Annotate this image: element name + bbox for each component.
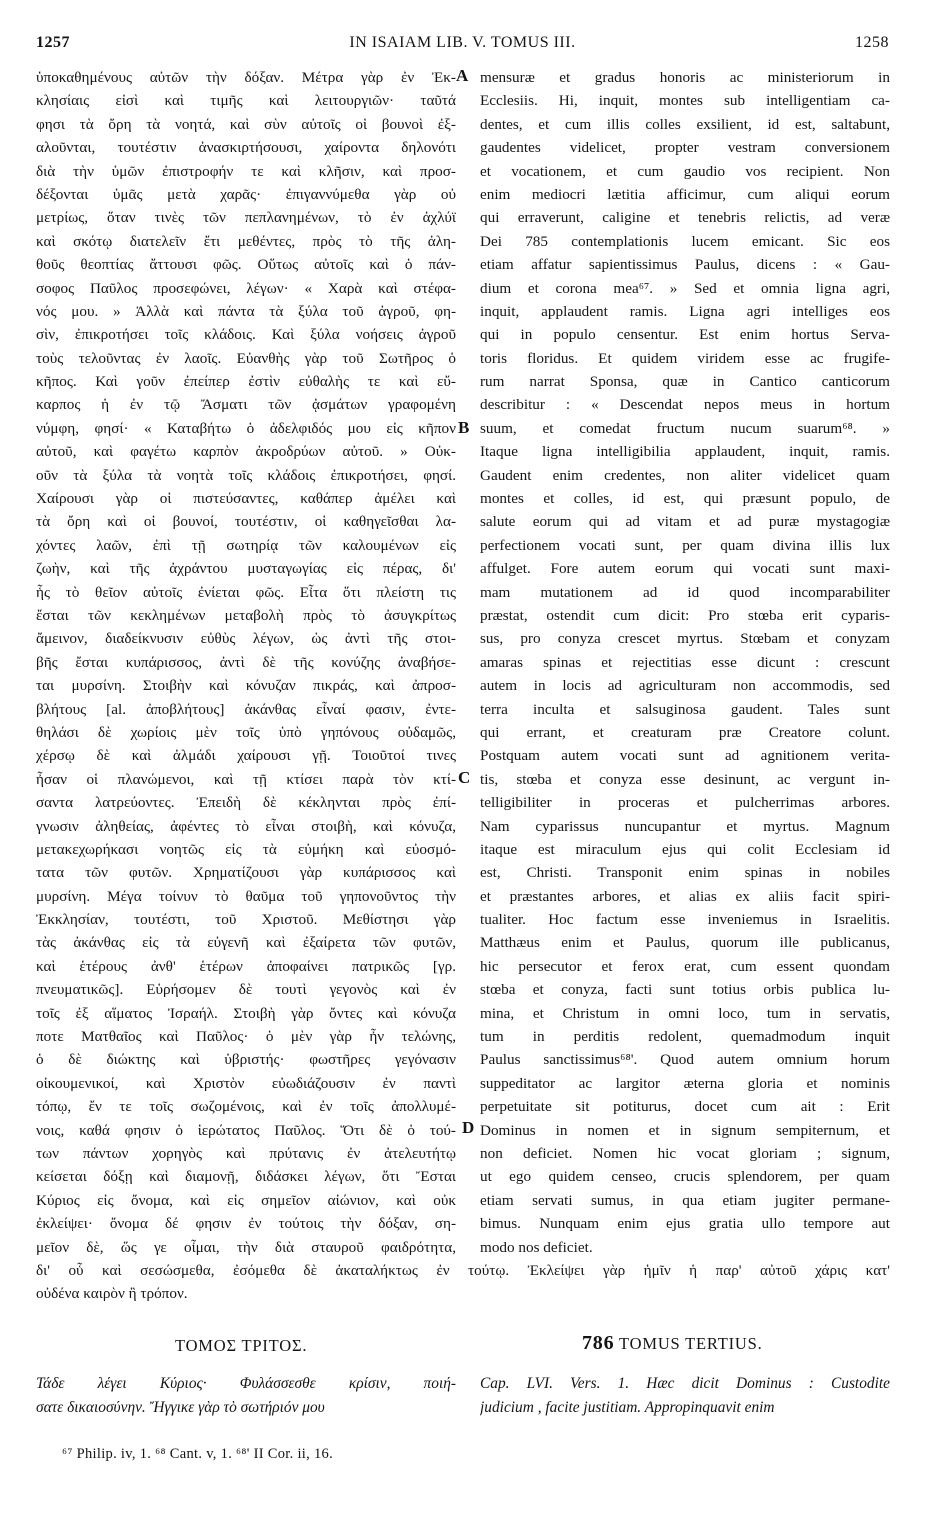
text-line: Dei 785 contemplationis lucem emicant. Sic eos — [480, 232, 890, 250]
text-line: καὶ σκότῳ διατελεῖν ἔτι μεθέντες, πρὸς τὸ τῆς ἀλη- — [36, 232, 456, 250]
text-line: νός μου. » Ἀλλὰ καὶ πάντα τὰ ξύλα τοῦ ἀγροῦ, φη- — [36, 302, 456, 320]
text-line: tis, stœba et conyza esse desinunt, ac vergunt in- — [480, 770, 890, 788]
text-line: μεῖον δὲ, ὥς γε οἶμαι, τὴν διὰ σταυροῦ φαιδρότητα, — [36, 1238, 456, 1256]
text-line: χόντες λαῶν, ἐπὶ τῇ σωτηρίᾳ τῶν καλουμένων εἰς — [36, 536, 456, 554]
text-line: Matthæus enim et Paulus, quorum ille publicanus, — [480, 934, 890, 952]
text-line: etiam affatur sapientissimus Paulus, dicens : « Gau- — [480, 256, 890, 274]
text-line: σοφος Παῦλος προσεφώνει, λέγων· « Χαρὰ καὶ στέφα- — [36, 279, 456, 297]
text-line: tualiter. Hoc factum esse inveniemus in Israelitis. — [480, 911, 890, 929]
text-line: σαντα λατρεύοντες. Ἐπειδὴ δὲ κέκληνται πρὸς ἐπί- — [36, 794, 456, 812]
margin-marker-a: A — [456, 66, 469, 85]
text-line: ποτε Ματθαῖος καὶ Παῦλος· ὁ μὲν γὰρ ἦν τελώνης, — [36, 1028, 456, 1046]
text-line: salute eorum qui ad vitam et ad puræ mystagogiæ — [480, 513, 890, 531]
text-line: Κύριος εἰς ὄνομα, καὶ εἰς σημεῖον αἰώνιον, καὶ οὐκ — [36, 1191, 456, 1209]
text-line: Postquam autem vocati sunt ad agnitionem verita- — [480, 747, 890, 765]
text-line: præstat, ostendit cum dicit: Pro stœba erit cyparis- — [480, 606, 890, 624]
text-line: χέρσῳ δὲ καὶ ἀλμάδι χαίρουσι γῇ. Τοιοῦτοί τινες — [36, 747, 456, 765]
text-line: autem in locis ad agriculturam non accommodis, sed — [480, 677, 890, 695]
text-line: νοις, καθά φησιν ὁ ἱερώτατος Παῦλος. Ὅτι δὲ ὁ τού- — [36, 1121, 456, 1139]
text-line: terra inculta et salsuginosa gaudent. Tales sunt — [480, 700, 890, 718]
text-line: qui in populo censentur. Est enim hortus Serva- — [480, 326, 890, 344]
text-line: Gaudent enim credentes, non aliter videlicet quam — [480, 466, 890, 484]
footnotes: ⁶⁷ Philip. iv, 1. ⁶⁸ Cant. v, 1. ⁶⁸' II Cor. ii, 16. — [62, 1446, 334, 1462]
text-line: Ἐκκλησίαν, τουτέστι, τοῦ Χριστοῦ. Μεθίστησι γὰρ — [36, 911, 456, 929]
text-line: ἐκλείψει· ὄνομα δέ φησιν ἐν τούτοις τὴν δόξαν, ση- — [36, 1215, 456, 1233]
text-line: ἦσαν οἱ πλανώμενοι, καὶ τῇ κτίσει παρὰ τὸν κτί- — [36, 770, 456, 788]
text-line: inquit, applaudent ramis. Ligna agri intelliges eos — [480, 302, 890, 320]
text-line: Ecclesiis. Hi, inquit, montes sub intelligentiam ca- — [480, 92, 890, 110]
text-line: hic persecutor et ferox erat, cum essent quondam — [480, 957, 890, 975]
text-line: toris floridus. Et quidem viridem esse ac frugife- — [480, 349, 890, 367]
text-line: μυρσίνη. Μέγα τοίνυν τὸ θαῦμα τοῦ γηπονοῦντος τὴν — [36, 887, 456, 905]
text-line: Dominus in nomen et in signum sempiternum, et — [480, 1121, 890, 1139]
text-line: σατε δικαιοσύνην. Ἤγγικε γὰρ τὸ σωτήριόν μου — [36, 1399, 325, 1416]
running-title: IN ISAIAM LIB. V. TOMUS III. — [349, 34, 576, 51]
text-line: ὑποκαθημένους αὐτῶν τὴν δόξαν. Μέτρα γὰρ ἐν Ἐκ- — [36, 69, 456, 86]
text-line: φησι τὰ ὄρη τὰ νοητά, καὶ σὺν αὐτοῖς οἱ βουνοὶ ἐξ- — [36, 115, 456, 133]
column-number: 786 — [582, 1332, 615, 1354]
text-line: οἰκουμενικοί, καὶ Χριστὸν εὐωδιάζουσιν ἐν παντὶ — [36, 1074, 456, 1092]
text-line: qui erraverunt, caligine et tenebris relictis, ad veræ — [480, 209, 890, 227]
text-line: rum narrat Sponsa, quæ in Cantico canticorum — [480, 373, 890, 391]
text-line: πνευματικῶς]. Εὑρήσομεν δὲ τουτὶ γεγονὸς καὶ ἐν — [36, 981, 456, 999]
text-line: mam mutationem ad id quod incomparabiliter — [480, 583, 890, 601]
text-line: perfectionem vocati sunt, per quam divina illis lux — [480, 536, 890, 554]
text-line: tum in perditis redolent, quemadmodum inquit — [480, 1028, 890, 1046]
text-line: etiam servati sumus, in qua etiam jugiter permane- — [480, 1191, 890, 1209]
text-line: ζωὴν, καὶ τῆς ἀχράντου μυσταγωγίας εἰς πέρας, δι' — [36, 560, 456, 578]
text-line: itaque est miraculum ejus qui colit Ecclesiam id — [480, 840, 890, 858]
text-line: non deficiet. Nomen hic vocat gloriam ; signum, — [480, 1144, 890, 1162]
text-line: ὁ δὲ διώκτης καὶ ὑβριστής· φωστῆρες γεγόνασιν — [36, 1051, 456, 1069]
text-line: αλοῦνται, τουτέστιν ἀνασκιρτήσουσι, χαίροντα δηλονότι — [36, 139, 456, 157]
text-line: gaudentes videlicet, propter vestram conversionem — [480, 139, 890, 157]
text-line: judicium , facite justitiam. Appropinquavit enim — [480, 1399, 775, 1416]
latin-section-title — [582, 1332, 763, 1355]
page-header — [36, 34, 889, 58]
text-line: διὰ τὴν ὑμῶν ἐπιστροφήν τε καὶ κλῆσιν, καὶ προσ- — [36, 162, 456, 180]
text-line: τὰ ὄρη καὶ οἱ βουνοί, τουτέστιν, οἱ καθηγεῖσθαι λα- — [36, 513, 456, 531]
text-line: telligibiliter in proceras et pulcherrimas arbores. — [480, 794, 890, 812]
text-line: θοῦς θεοπτίας ἄττουσι φῶς. Οὕτως αὐτοῖς καὶ ὁ πάν- — [36, 256, 456, 274]
margin-marker-c: C — [458, 768, 471, 787]
text-line: αὐτοῦ, καὶ φαγέτω καρπὸν ἀκροδρύων αὐτοῦ. » Οὐκ- — [36, 443, 456, 461]
text-line: τοὺς τελοῦντας ἐν λαοῖς. Εὐανθὴς γὰρ τοῦ Σωτῆρος ὁ — [36, 349, 456, 367]
text-line: μετρίως, ὅταν τινὲς τῶν πεπλανημένων, τὸ ἐν ἀχλύϊ — [36, 209, 456, 227]
page-number-right: 1258 — [855, 34, 889, 51]
text-line: amaras spinas et rejectitias esse dicunt : crescunt — [480, 653, 890, 671]
text-line: ἧς τὸ θεῖον αὐτοῖς ἐνίεται φῶς. Εἶτα ὅτι πλείστη τις — [36, 583, 456, 601]
text-line: ται μυρσίνη. Στοιβὴν καὶ κόνυζαν πικράς, καὶ ἀπροσ- — [36, 677, 456, 695]
margin-marker-d: D — [462, 1118, 475, 1137]
text-line: affulget. Fore autem eorum qui vocati sunt maxi- — [480, 560, 890, 578]
text-line: dium et corona mea⁶⁷. » Sed et omnia ligna agri, — [480, 279, 890, 297]
text-line: καρπος ἡ ἐν τῷ Ἄσματι τῶν ᾀσμάτων γραφομένη — [36, 396, 456, 414]
latin-text-column — [480, 66, 890, 1259]
text-line: οῦν τὰ ξύλα τὰ νοητὰ τοῖς κλάδοις ἐπικροτήσει, φησί. — [36, 466, 456, 484]
text-line: et præstantes arbores, et alias ex aliis facit spiri- — [480, 887, 890, 905]
text-line: mina, et Christum in omni loco, tum in servatis, — [480, 1004, 890, 1022]
text-line: Itaque ligna intelligibilia applaudent, inquit, ramis. — [480, 443, 890, 461]
text-line: enim mediocri lætitia afficimur, cum aliqui eorum — [480, 185, 890, 203]
text-line: κείσεται δόξῃ καὶ διαμονῇ, διδάσκει λέγων, ὅτι Ἔσται — [36, 1168, 456, 1186]
text-line: τὰς ἀκάνθας εἰς τὰ εὐγενῆ καὶ ἐξαίρετα τῶν φυτῶν, — [36, 934, 456, 952]
text-line: Τάδε λέγει Κύριος· Φυλάσσεσθε κρίσιν, ποιή- — [36, 1375, 456, 1392]
text-line: bimus. Nunquam enim ejus gratia ullo tempore aut — [480, 1215, 890, 1233]
text-line: ἄμεινον, διαδείκνυσιν εὐθὺς λέγων, ὡς ἀντὶ τῆς στοι- — [36, 630, 456, 648]
text-line: sus, pro conyza crescet myrtus. Stœbam et conyzam — [480, 630, 890, 648]
text-line: κῆπος. Καὶ γοῦν ἐπείπερ ἐστὶν εὐθαλὴς τε καὶ εὔ- — [36, 373, 456, 391]
text-line: δι' οὗ καὶ σεσώσμεθα, ἐσόμεθα δὲ ἀκαταλήκτως ἐν τούτῳ. Ἐκλείψει γὰρ ἡμῖν ἡ παρ' αὐτοῦ χάρις κατ' — [36, 1261, 890, 1279]
greek-section-title: ΤΟΜΟΣ ΤΡΙΤΟΣ. — [175, 1336, 308, 1355]
text-line: montes et colles, id est, qui præsunt populo, de — [480, 490, 890, 508]
text-line: Nam cyparissus nuncupantur et myrtus. Magnum — [480, 817, 890, 835]
text-line: καὶ ἑτέρους ἀνθ' ἑτέρων ἀποφαίνει πατρικῶς [γρ. — [36, 957, 456, 975]
text-line: est, Christi. Transponit enim spinas in nobiles — [480, 864, 890, 882]
text-line: τοῖς ἐξ αἵματος Ἰσραήλ. Στοιβὴ γὰρ ὄντες καὶ κόνυζα — [36, 1004, 456, 1022]
text-line: modo nos deficiet. — [480, 1238, 593, 1256]
text-line: νύμφη, φησί· « Καταβήτω ὁ ἀδελφιδός μου εἰς κῆπον — [36, 419, 456, 437]
text-line: stœba et conyza, facti sunt totius orbis publica lu- — [480, 981, 890, 999]
text-line: γνωσιν ἀληθείας, ἀφέντες τὸ εἶναι στοιβὴ, καὶ κόνυζα, — [36, 817, 456, 835]
text-line: describitur : « Descendat nepos meus in hortum — [480, 396, 890, 414]
text-line: οὐδένα καιρὸν ἢ τρόπον. — [36, 1285, 188, 1303]
text-line: ut ego quidem censeo, crucis splendorem, per quam — [480, 1168, 890, 1186]
text-line: dentes, et cum illis colles exsilient, id est, saltabunt, — [480, 115, 890, 133]
text-line: βῆς ἔσται κυπάρισσος, ἀντὶ δὲ τῆς κονύζης ἀναβήσε- — [36, 653, 456, 671]
page-number-left: 1257 — [36, 34, 70, 51]
text-line: Χαίρουσι γὰρ οἱ πιστεύσαντες, καθάπερ ἀμέλει καὶ — [36, 490, 456, 508]
text-line: των πάντων χορηγὸς καὶ πρύτανις ἐν ἀτελευτήτῳ — [36, 1144, 456, 1162]
text-line: mensuræ et gradus honoris ac ministeriorum in — [480, 69, 890, 86]
text-line: perpetuitate sit potiturus, docet cum ait : Erit — [480, 1098, 890, 1116]
text-line: Paulus sanctissimus⁶⁸'. Quod autem omnium horum — [480, 1051, 890, 1069]
text-line: τόπῳ, ἔν τε τοῖς σωζομένοις, καὶ ἐν τοῖς ἀπολλυμέ- — [36, 1098, 456, 1116]
text-line: κλησίαις εἰσὶ καὶ τιμῆς καὶ λειτουργιῶν· ταῦτά — [36, 92, 456, 110]
text-line: βλήτους [al. ἀποβλήτους] ἀκάνθας εἶναί φασιν, ἐντε- — [36, 700, 456, 718]
latin-intro — [480, 1372, 890, 1420]
text-line: et vocationem, et cum gaudio vos recipient. Non — [480, 162, 890, 180]
latin-section-title-text: TOMUS TERTIUS. — [619, 1334, 763, 1353]
greek-intro — [36, 1372, 456, 1420]
text-line: τατα τῶν φυτῶν. Χρηματίζουσι γὰρ κυπάρισσος καὶ — [36, 864, 456, 882]
text-line: σὶν, ἐπικροτήσει τοῖς κλάδοις. Καὶ ξύλα νοήσεις ἀγροῦ — [36, 326, 456, 344]
margin-marker-b: B — [458, 418, 470, 437]
text-line: θηλάσι δὲ χωρίοις μὲν τοῖς ὑπὸ γηπόνους οὐδαμῶς, — [36, 723, 456, 741]
text-line: suppeditator ac largitor æterna gloria et nominis — [480, 1074, 890, 1092]
text-line: μετακεχωρήκασι νοητῶς εἰς τὰ εὐμήκη καὶ εὐοσμό- — [36, 840, 456, 858]
text-line: δέξονται ὑμᾶς μετὰ χαρᾶς· ἐπιγαννύμεθα γὰρ οὐ — [36, 185, 456, 203]
text-line: suum, et comedat fructum nucum suarum⁶⁸. » — [480, 419, 890, 437]
text-line: ἔσται τῶν κεκλημένων μεταβολὴ πρὸς τὸ ἀσυγκρίτως — [36, 606, 456, 624]
text-line: Cap. LVI. Vers. 1. Hæc dicit Dominus : Custodite — [480, 1375, 890, 1392]
text-line: qui errant, et creaturam præ Creatore colunt. — [480, 723, 890, 741]
